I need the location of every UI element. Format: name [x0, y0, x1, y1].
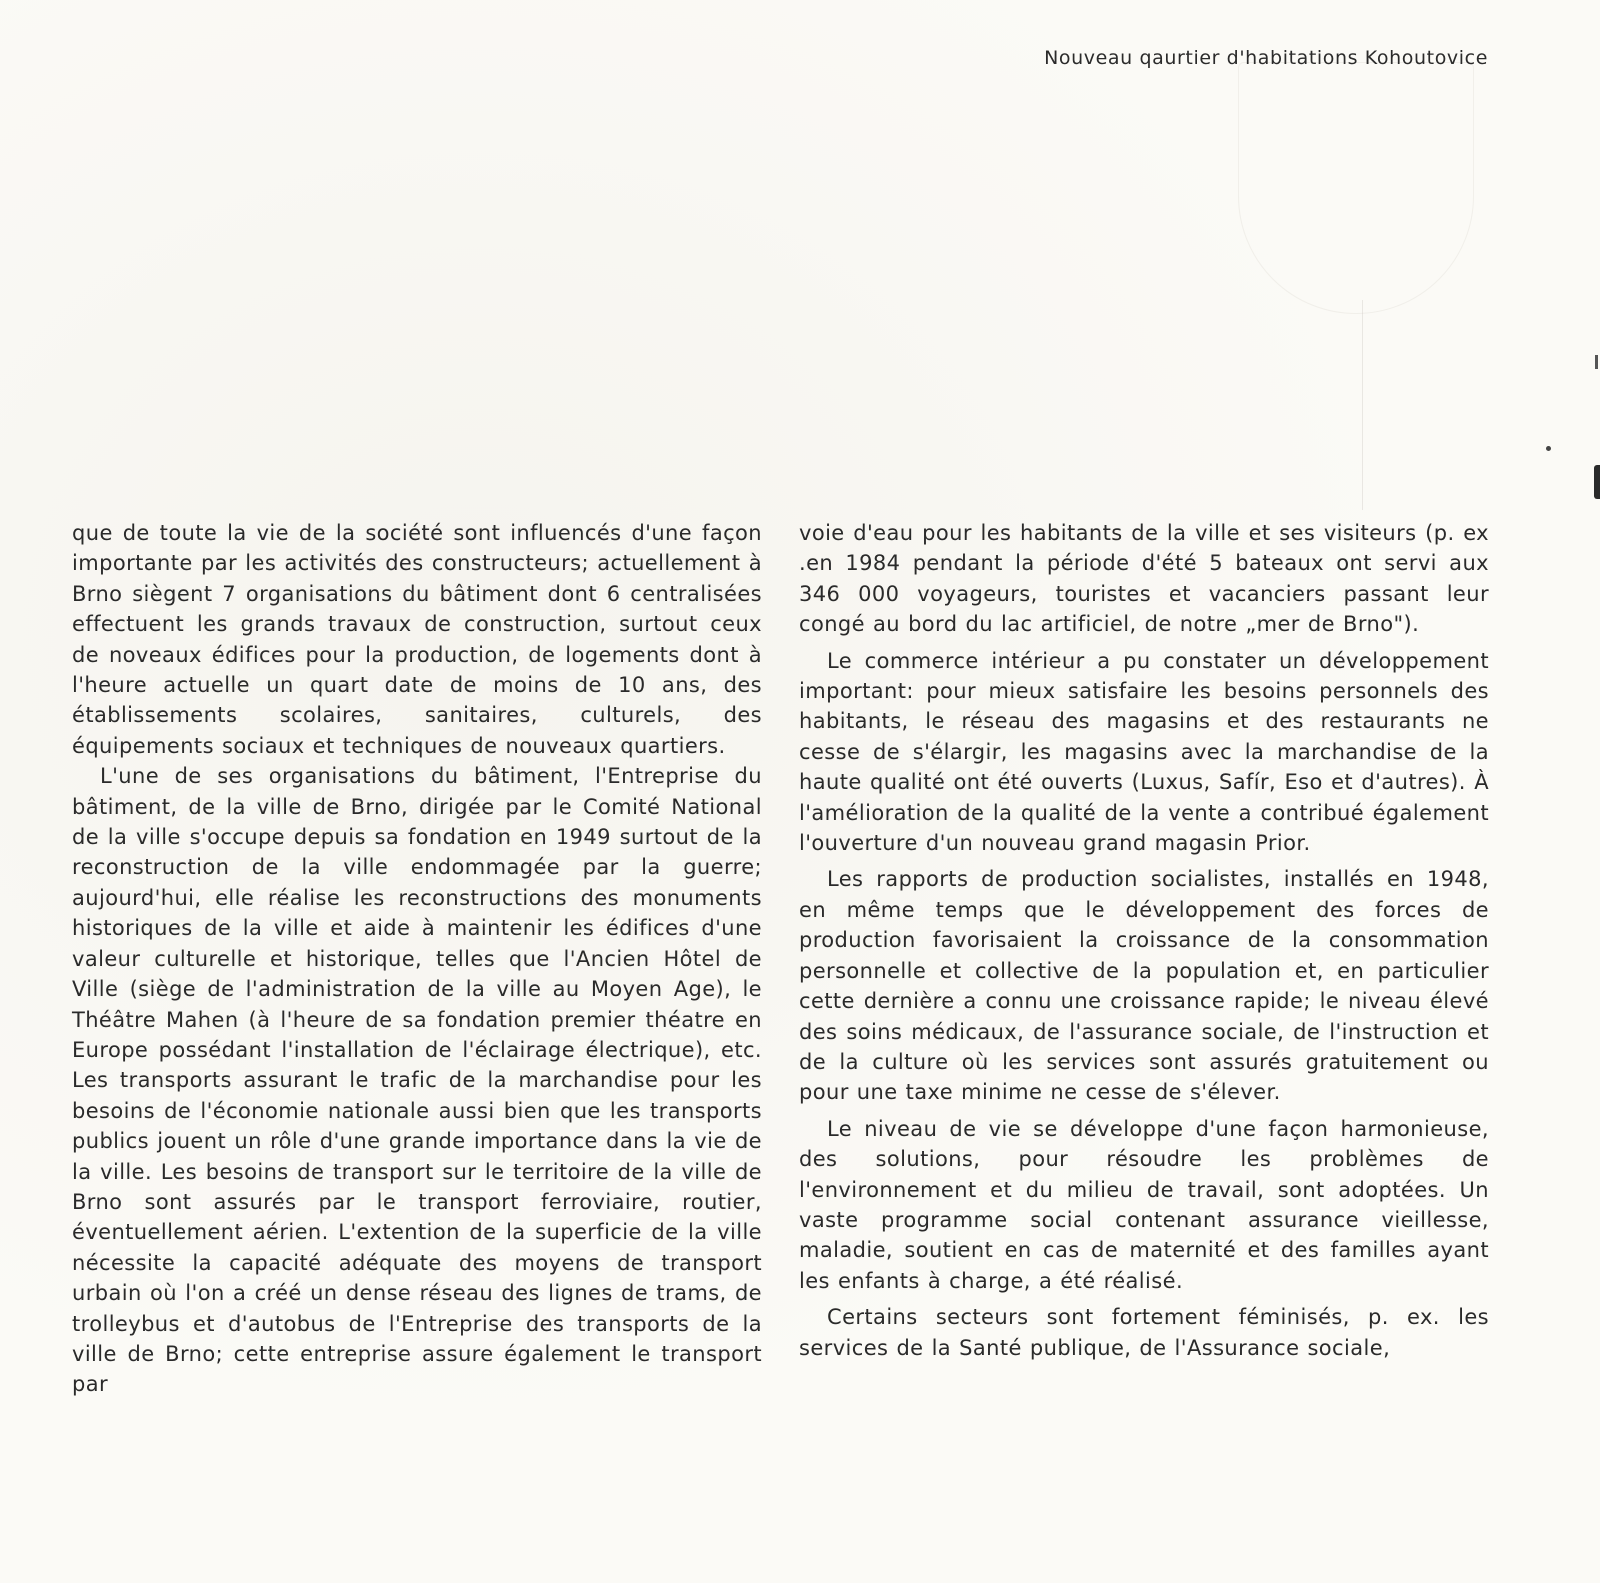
right-paragraph-5: Certains secteurs sont fortement féminisés, p. ex. les services de la Santé publique, de l'Assurance sociale, [799, 1305, 1489, 1360]
left-paragraph-1: que de toute la vie de la société sont influencés d'une façon importante par les activités des constructeurs; actuellement à Brno siègent 7 organisations du bâtiment dont 6 centralisées effectuent les grands travaux de construction, surtout ceux de noveaux édifices pour la production, de logements dont à l'heure actuelle un quart date de moins de 10 ans, des établissements scolaires, sanitaires, culturels, des équipements sociaux et techniques de nouveaux quartiers. [72, 521, 762, 758]
right-paragraph-4: Le niveau de vie se développe d'une façon harmonieuse, des solutions, pour résoudre les problèmes de l'environnement et du milieu de travail, sont adoptées. Un vaste programme social contenant assurance vieillesse, maladie, soutient en cas de maternité et des familles ayant les enfants à charge, a été réalisé. [799, 1116, 1489, 1293]
page-edge-mark [1595, 355, 1598, 369]
right-paragraph-3: Les rapports de production socialistes, installés en 1948, en même temps que le développement des forces de production favorisaient la croissance de la consommation personnelle et collective de la population et, en particulier cette dernière a connu une croissance rapide; le niveau élevé des soins médicaux, de l'assurance sociale, de l'instruction et de la culture où les services sont assurés gratuitement ou pour une taxe minime ne cesse de s'élever. [799, 867, 1489, 1105]
page-edge-tab [1594, 465, 1600, 499]
faint-show-through-line [1362, 300, 1363, 510]
running-header-title: Nouveau qaurtier d'habitations Kohoutovice [1044, 47, 1488, 69]
left-paragraph-2: L'une de ses organisations du bâtiment, l'Entreprise du bâtiment, de la ville de Brno, dirigée par le Comité National de la ville s'occupe depuis sa fondation en 1949 surtout de la reconstruction de la ville endommagée par la guerre; aujourd'hui, elle réalise les reconstructions des monuments historiques de la ville et aide à maintenir les édifices d'une valeur culturelle et historique, telles que l'Ancien Hôtel de Ville (siège de l'administration de la ville au Moyen Age), le Théâtre Mahen (à l'heure de sa fondation premier théatre en Europe possédant l'installation de l'éclairage électrique), etc. Les transports assurant le trafic de la marchandise pour les besoins de l'économie nationale aussi bien que les transports publics jouent un rôle d'une grande importance dans la vie de la ville. Les besoins de transport sur le territoire de la ville de Brno sont assurés par le transport ferroviaire, routier, éventuellement aérien. L'extention de la superficie de la ville nécessite la capacité adéquate des moyens de transport urbain où l'on a créé un dense réseau des lignes de trams, de trolleybus et d'autobus de l'Entreprise des transports de la ville de Brno; cette entreprise assure également le transport par [72, 764, 762, 1397]
left-text-column [72, 518, 762, 1400]
page-speck [1546, 446, 1551, 451]
right-text-column [799, 518, 1489, 1363]
faint-coat-of-arms-icon [1238, 62, 1474, 314]
right-paragraph-2: Le commerce intérieur a pu constater un développement important: pour mieux satisfaire les besoins personnels des habitants, le réseau des magasins et des restaurants ne cesse de s'élargir, les magasins avec la marchandise de la haute qualité ont été ouverts (Luxus, Safír, Eso et d'autres). À l'amélioration de la qualité de la vente a contribué également l'ouverture d'un nouveau grand magasin Prior. [799, 648, 1489, 856]
right-paragraph-1: voie d'eau pour les habitants de la ville et ses visiteurs (p. ex .en 1984 pendant la période d'été 5 bateaux ont servi aux 346 000 voyageurs, touristes et vacanciers passant leur congé au bord du lac artificiel, de notre „mer de Brno"). [799, 521, 1489, 637]
